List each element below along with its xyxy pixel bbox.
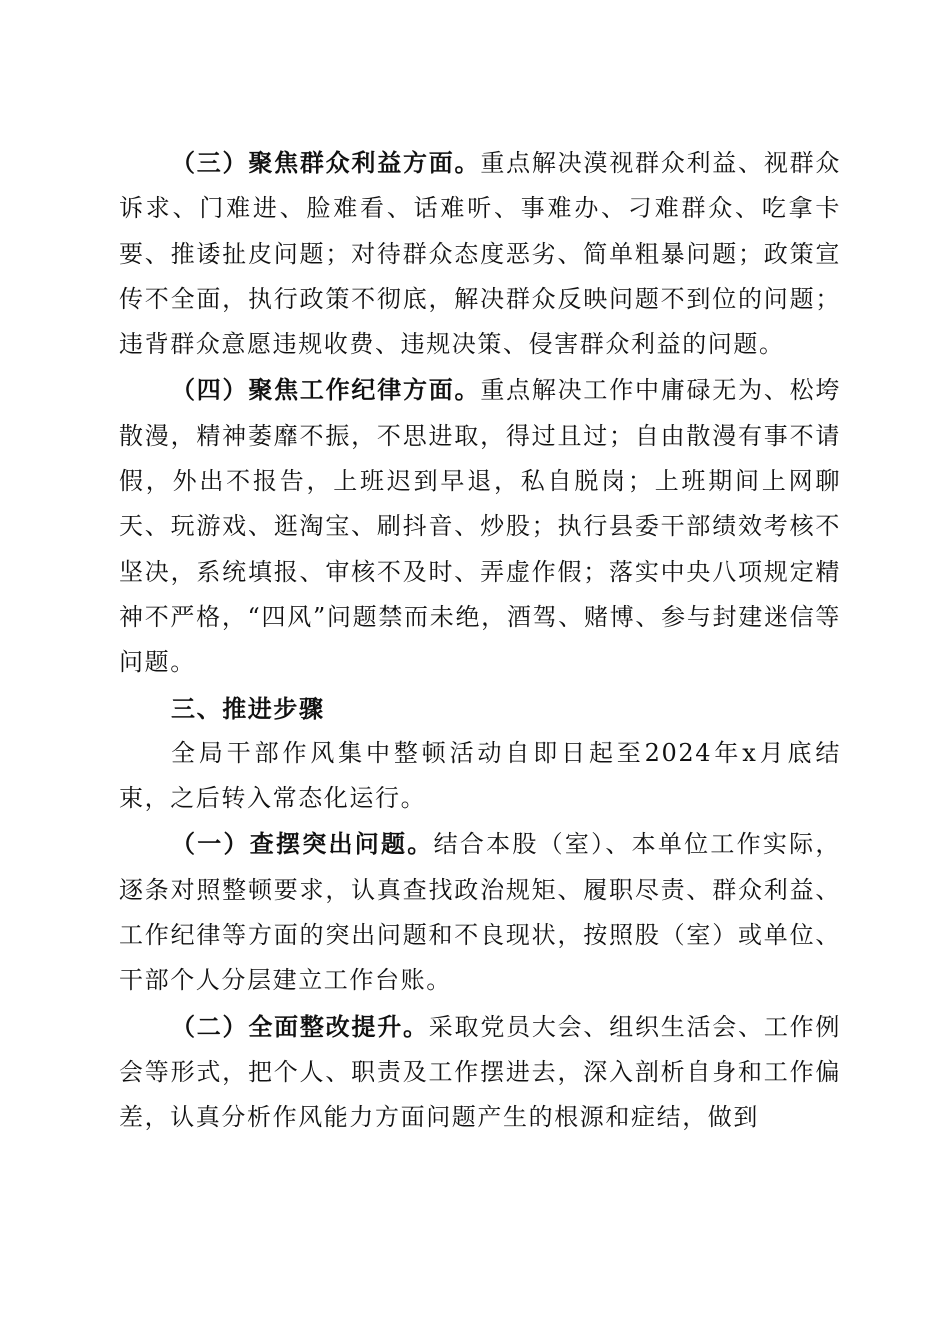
section-three-paragraph (119, 140, 841, 367)
step-one-body: 结合本股（室）、本单位工作实际，逐条对照整顿要求，认真查找政治规矩、履职尽责、群众利益、工作纪律等方面的突出问题和不良现状，按照股（室）或单位、干部个人分层建立工作台账。 (119, 830, 841, 995)
section-four-body: 重点解决工作中庸碌无为、松垮散漫，精神萎靡不振，不思进取，得过且过；自由散漫有事不请假，外出不报告，上班迟到早退，私自脱岗；上班期间上网聊天、玩游戏、逛淘宝、刷抖音、炒股；执行县委干部绩效考核不坚决，系统填报、审核不及时、弄虚作假；落实中央八项规定精神不严格，“四风”问题禁而未绝，酒驾、赌博、参与封建迷信等问题。 (119, 376, 841, 677)
step-one-paragraph (119, 821, 841, 1003)
step-two-body: 采取党员大会、组织生活会、工作例会等形式，把个人、职责及工作摆进去，深入剖析自身和工作偏差，认真分析作风能力方面问题产生的根源和症结，做到 (119, 1012, 841, 1132)
section-three-lead: （三）聚焦群众利益方面。 (171, 148, 481, 177)
step-one-lead: （一）查摆突出问题。 (171, 829, 434, 859)
section-three-body: 重点解决漠视群众利益、视群众诉求、门难进、脸难看、话难听、事难办、刁难群众、吃拿卡要、推诿扯皮问题；对待群众态度恶劣、简单粗暴问题；政策宣传不全面，执行政策不彻底，解决群众反映问题不到位的问题；违背群众意愿违规收费、违规决策、侵害群众利益的问题。 (119, 149, 841, 359)
section-four-lead: （四）聚焦工作纪律方面。 (171, 375, 481, 405)
section-heading: 三、推进步骤 (171, 693, 325, 723)
intro-paragraph: 全局干部作风集中整顿活动自即日起至2024年x月底结束，之后转入常态化运行。 (119, 738, 841, 813)
document-page (119, 140, 841, 1141)
step-two-lead: （二）全面整改提升。 (171, 1011, 429, 1041)
step-two-paragraph (119, 1004, 841, 1141)
section-four-paragraph (119, 367, 841, 685)
